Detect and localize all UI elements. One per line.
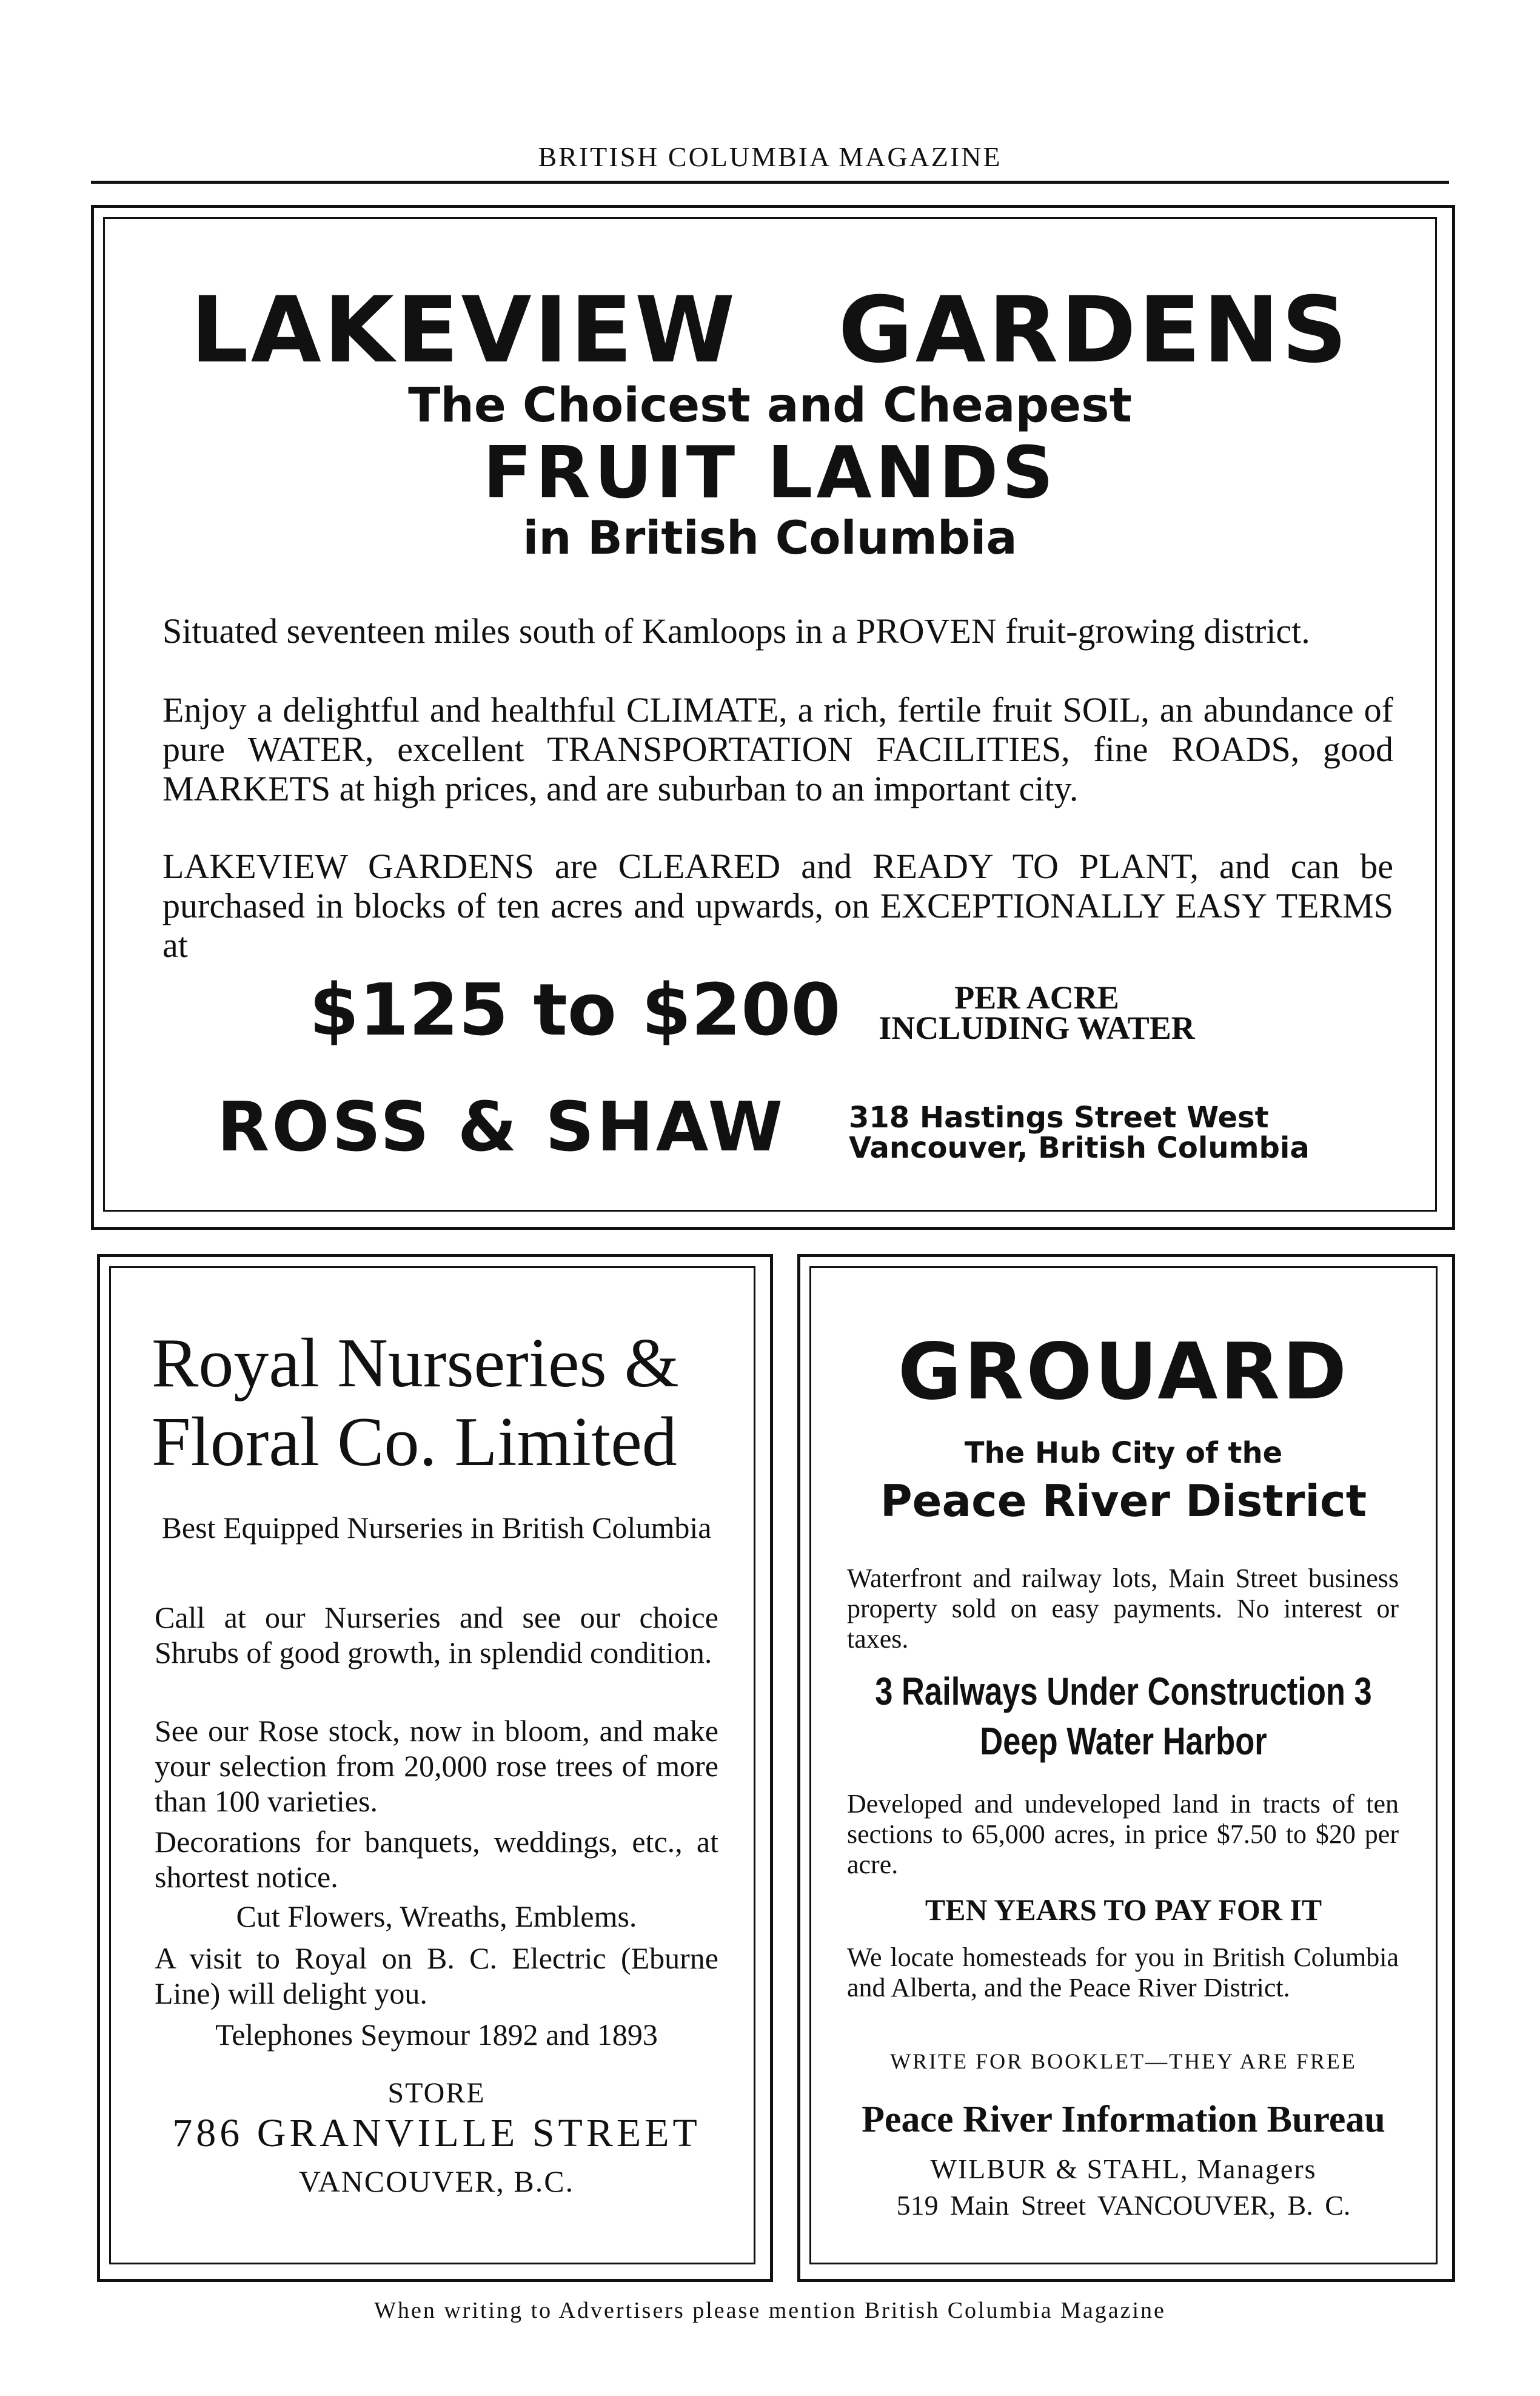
bureau-name: Peace River Information Bureau — [862, 2099, 1385, 2140]
store-city: VANCOUVER, B.C. — [298, 2164, 575, 2198]
ad-title: GROUARD — [897, 1327, 1350, 1417]
including-water-label: INCLUDING WATER — [879, 1010, 1195, 1046]
ad-tagline: Best Equipped Nurseries in British Columbia — [161, 1511, 712, 1545]
ad-paragraph: Waterfront and railway lots, Main Street business property sold on easy payments. No interest or taxes. — [847, 1563, 1399, 1654]
store-street: 786 GRANVILLE STREET — [172, 2111, 701, 2155]
ad-title: LAKEVIEW GARDENS — [190, 278, 1350, 383]
ad-heading: TEN YEARS TO PAY FOR IT — [925, 1893, 1322, 1927]
ad-subtitle: Peace River District — [880, 1475, 1367, 1526]
bureau-address: 519 Main Street VANCOUVER, B. C. — [896, 2190, 1351, 2221]
ad-paragraph: We locate homesteads for you in British Columbia and Alberta, and the Peace River District. — [847, 1942, 1399, 2002]
firm-name: ROSS & SHAW — [217, 1088, 785, 1167]
header-rule — [91, 181, 1449, 184]
booklet-note: WRITE FOR BOOKLET—THEY ARE FREE — [890, 2049, 1357, 2073]
title-line: Floral Co. Limited — [152, 1403, 677, 1481]
ad-paragraph: Call at our Nurseries and see our choice Shrubs of good growth, in splendid condition. — [155, 1600, 718, 1669]
page-footer: When writing to Advertisers please mention British Columbia Magazine — [374, 2298, 1166, 2323]
ad-paragraph: Situated seventeen miles south of Kamloops in a PROVEN fruit-growing district. — [162, 611, 1310, 651]
running-head: BRITISH COLUMBIA MAGAZINE — [538, 141, 1002, 172]
ad-paragraph: Developed and undeveloped land in tracts of ten sections to 65,000 acres, in price $7.50 to $20 per acre. — [847, 1789, 1399, 1879]
ad-paragraph: LAKEVIEW GARDENS are CLEARED and READY TO PLANT, and can be purchased in blocks of ten acres and upwards, on EXCEPTIONALLY EASY TERMS at — [162, 847, 1393, 965]
address-line: 318 Hastings Street West — [849, 1101, 1269, 1135]
per-acre-label: PER ACRE — [954, 979, 1119, 1016]
ad-paragraph: A visit to Royal on B. C. Electric (Eburne Line) will delight you. — [155, 1941, 718, 2010]
ad-subtitle: FRUIT LANDS — [483, 431, 1057, 514]
heading-line: Deep Water Harbor — [980, 1719, 1267, 1763]
ad-paragraph: See our Rose stock, now in bloom, and make your selection from 20,000 rose trees of more than 100 varieties. — [155, 1714, 718, 1818]
firm-address — [849, 1102, 1310, 1163]
ad-paragraph: Enjoy a delightful and healthful CLIMATE, a rich, fertile fruit SOIL, an abundance of pure WATER, excellent TRANSPORTATION FACILITIES, fine ROADS, good MARKETS at high prices, and are suburban to an important city. — [162, 690, 1393, 808]
royal-nurseries-ad — [109, 1266, 755, 2264]
price-range: $125 to $200 — [309, 968, 841, 1052]
price-note — [867, 979, 1207, 1046]
heading-line: 3 Railways Under Construction 3 — [875, 1669, 1372, 1713]
ad-subtitle: The Hub City of the — [964, 1436, 1283, 1470]
ad-subtitle: The Choicest and Cheapest — [408, 378, 1132, 433]
grouard-ad — [809, 1266, 1438, 2264]
managers-line: WILBUR & STAHL, Managers — [930, 2153, 1317, 2184]
ad-heading — [866, 1666, 1381, 1766]
address-line: Vancouver, British Columbia — [849, 1131, 1310, 1165]
store-label: STORE — [387, 2077, 486, 2109]
ad-subtitle: in British Columbia — [523, 511, 1017, 565]
ad-paragraph: Cut Flowers, Wreaths, Emblems. — [236, 1899, 637, 1933]
title-line: Royal Nurseries & — [152, 1324, 679, 1402]
lakeview-gardens-ad — [103, 217, 1437, 1212]
ad-paragraph: Decorations for banquets, weddings, etc., at shortest notice. — [155, 1825, 718, 1894]
ad-paragraph: Telephones Seymour 1892 and 1893 — [215, 2018, 658, 2052]
ad-title — [152, 1324, 734, 1482]
